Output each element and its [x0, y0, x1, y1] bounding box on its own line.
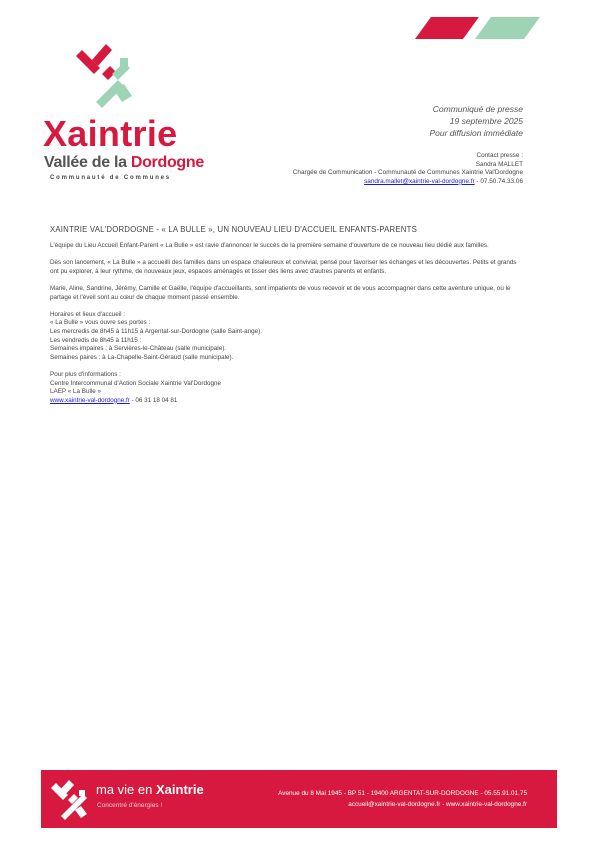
hours-line: Les mercredis de 8h45 à 11h15 à Argentat-sur-Dordogne (salle Saint-ange).: [50, 327, 263, 335]
slogan-brand: Xaintrie: [155, 782, 204, 797]
xaintrie-logo: [38, 44, 204, 186]
contact-block: [293, 152, 523, 186]
paragraph-team: Marie, Aline, Sandrine, Jérémy, Camille et Gaëlle, l'équipe d'accueillants, sont impatients de vous recevoir et de vous accompagner dans cette aventure unique, où le partage et l'éveil sont au cœur de chaque moment passé ensemble.: [50, 284, 511, 301]
press-note: Pour diffusion immédiate: [429, 128, 523, 138]
press-date: 19 septembre 2025: [449, 116, 523, 126]
slogan-prefix: ma vie en: [96, 782, 156, 797]
footer-address-block: [278, 788, 527, 810]
paragraph-intro: L'équipe du Lieu Accueil Enfant-Parent « La Bulle » est ravie d'annoncer le succès de la première semaine d'ouverture de ce nouveau lieu dédié aux familles.: [50, 242, 489, 249]
hours-line: Les vendredis de 8h45 à 11h15 :: [50, 336, 142, 344]
footer-address: Avenue du 8 Mai 1945 - BP 51 - 19400 ARGENTAT-SUR-DORDOGNE - 05.55.91.01.75: [278, 790, 527, 797]
contact-email-link[interactable]: sandra.mallet@xaintrie-val-dordogne.fr: [364, 177, 475, 185]
info-line: Pour plus d'informations :: [50, 370, 121, 378]
paragraph-launch: Dès son lancement, « La Bulle » a accueilli des familles dans un espace chaleureux et convivial, pensé pour favoriser les échanges et les découvertes. Petits et grands ont pu explorer, à leur rythme, de nouveaux jeux, espaces aménagés et tisser des liens avec d'autres parents et enfants.: [50, 259, 517, 275]
hours-line: « La Bulle » vous ouvre ses portes :: [50, 319, 151, 327]
press-label: Communiqué de presse: [432, 104, 523, 114]
brand-subtitle: [44, 154, 204, 172]
hours-line: Semaines impaires : à Servières-le-Château (salle municipale).: [50, 345, 227, 353]
hours-line: Horaires et lieux d'accueil :: [50, 310, 126, 318]
press-block: [429, 103, 523, 139]
info-line: LAEP « La Bulle »: [50, 388, 101, 396]
footer-slogan: [96, 782, 204, 797]
footer-tagline: Concentré d'énergies !: [97, 802, 163, 809]
info-line: Centre Intercommunal d'Action Sociale Xaintrie Val'Dordogne: [50, 379, 221, 387]
green-stripe: [475, 17, 540, 39]
header-stripes: [415, 17, 545, 39]
contact-line: [293, 178, 523, 187]
contact-label: Contact presse :: [476, 152, 523, 159]
red-stripe: [415, 17, 479, 39]
footer-banner: [41, 770, 557, 828]
website-link[interactable]: www.xaintrie-val-dordogne.fr: [50, 396, 130, 404]
contact-name: Sandra MALLET: [475, 160, 523, 168]
logo-mark-icon: [76, 44, 138, 110]
contact-phone: - 07.50.74.33.06: [474, 177, 523, 185]
article-body: [50, 242, 525, 414]
info-phone: - 06 31 18 04 81: [129, 396, 178, 404]
brand-name: Xaintrie: [43, 113, 178, 154]
hours-line: Semaines paires : à La-Chapelle-Saint-Géraud (salle municipale).: [50, 353, 234, 361]
info-block: [50, 371, 525, 405]
footer-contact[interactable]: accueil@xaintrie-val-dordogne.fr - www.xaintrie-val-dordogne.fr: [348, 801, 527, 808]
info-contact-line: [50, 397, 525, 406]
brand-sub-right: Dordogne: [130, 154, 204, 171]
footer-logo-icon: [49, 778, 91, 820]
contact-role: Chargée de Communication - Communauté de Communes Xaintrie Val'Dordogne: [292, 169, 523, 177]
brand-community: Communauté de Communes: [50, 175, 171, 181]
hours-block: [50, 311, 525, 363]
article-title: XAINTRIE VAL'DORDOGNE - « LA BULLE », UN NOUVEAU LIEU D'ACCUEIL ENFANTS-PARENTS: [50, 225, 417, 234]
brand-sub-left: Vallée de la: [44, 154, 131, 171]
